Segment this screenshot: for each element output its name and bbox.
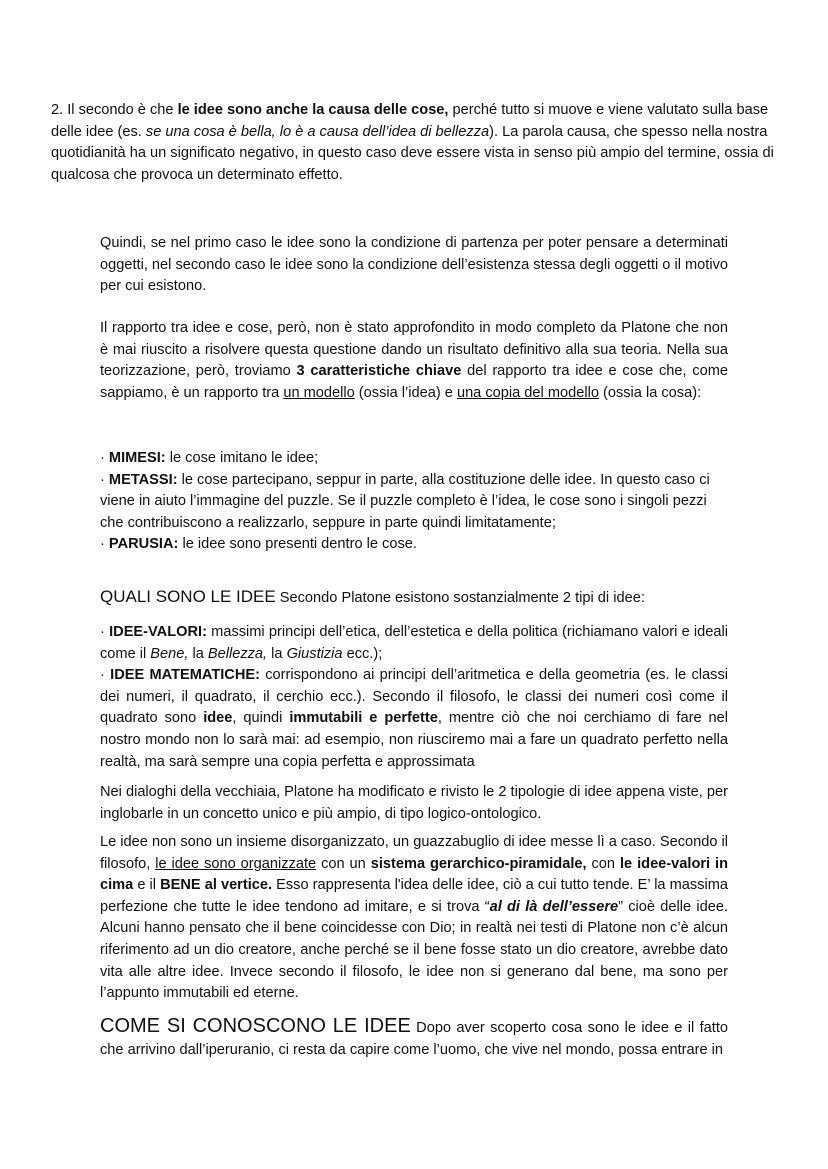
rapporto-text: del rapporto tra idee e cose che, come sappiamo, è un rapporto tra [100,363,728,401]
section-heading: COME SI CONOSCONO LE IDEE [100,1015,411,1037]
list-item-idee-valori [100,622,728,665]
bold-text: sistema gerarchico-piramidale, [370,855,587,872]
list-item-idee-matematiche [100,665,728,773]
bold-text: le idee-valori in cima [100,855,729,894]
rapporto-text: Il rapporto tra idee e cose, però, non è stato approfondito in modo completo da Platone che non è mai riuscito a risolvere questa questione dando un risultato definitivo alla sua teoria. Nella sua teorizzazione, però, troviamo [100,320,728,380]
text: con [586,855,620,872]
modello-underline: un modello [283,384,355,401]
definition: le idee sono presenti dentro le cose. [178,536,417,553]
bold-term: idee [203,710,233,727]
paragraph-rapporto [100,318,728,404]
text: con un [316,855,371,872]
bullet-marker: · [100,667,111,684]
definition: ecc.); [342,645,383,662]
bullet-marker: · [100,624,110,640]
paragraph-quindi: Quindi, se nel primo caso le idee sono la condizione di partenza per poter pensare a determinati oggetti, nel secondo caso le idee sono la condizione dell’esistenza stessa degli oggetti o il motivo per cui esistono. [100,235,728,295]
intro-lead: 2. Il secondo è che [51,102,178,118]
bold-term: immutabili e perfette [289,710,438,727]
section-come [100,1016,728,1061]
section-intro: Secondo Platone esistono sostanzialmente 2 tipi di idee: [275,590,645,606]
definition: la [267,645,287,662]
idea-types-list [100,622,728,773]
underlined-text: le idee sono organizzate [155,855,317,872]
term: METASSI: [108,471,178,488]
text: e il [133,877,161,894]
term: PARUSIA: [108,536,179,553]
list-item [100,470,728,535]
section-quali [100,586,728,610]
term: IDEE MATEMATICHE: [110,667,260,684]
key-characteristics: 3 caratteristiche chiave [296,363,462,380]
copia-underline: una copia del modello [456,384,599,401]
text: Le idee non sono un insieme disorganizzato, un guazzabuglio di idee messe lì a caso. Secondo il filosofo, [100,834,728,872]
bullet-marker: · [100,450,109,466]
paragraph-dialoghi: Nei dialoghi della vecchiaia, Platone ha modificato e rivisto le 2 tipologie di idee appena viste, per inglobarle in un concetto unico e più ampio, di tipo logico-ontologico. [100,784,728,822]
bullet-marker: · [100,536,109,553]
definition: corrispondono ai principi dell’aritmetica e della geometria (es. le classi dei numeri, il quadrato, il cerchio ecc.). Secondo il filosofo, le classi dei numeri così come il quadrato sono [100,667,728,727]
text: Esso rappresenta l'idea delle idee, ciò a cui tutto tende. E’ la massima perfezione che tutte le idee tendono ad imitare, e si trova “ [100,877,729,915]
definition: , mentre ciò che noi cerchiamo di fare nel nostro mondo non lo sarà mai: ad esempio, non riusciremo mai a fare un quadrato perfetto nella realtà, ma sarà sempre una copia perfetta e approssimata [100,710,728,770]
rapporto-text: (ossia l’idea) e [354,384,457,401]
definition: massimi principi dell’etica, dell’estetica e della politica (richiamano valori e ideali come il [100,624,728,662]
bullet-marker: · [100,471,109,488]
intro-bold: le idee sono anche la causa delle cose, [177,102,449,118]
text: ” cioè delle idee. Alcuni hanno pensato che il bene coincidesse con Dio; in realtà nei testi di Platone non c’è alcun riferimento ad un dio creatore, anche perché se il bene fosse stato un dio creatore, avrebbe dato vita alle altre idee. Invece secondo il filosofo, le idee non si generano dal bene, ma sono per l’appunto immutabili ed eterne. [100,898,728,1002]
intro-text-end: ). La parola causa, che spesso nella nostra quotidianità ha un significato negativo, in questo caso deve essere vista in senso più ampio del termine, ossia di qualcosa che provoca un determinato effetto. [51,123,774,183]
paragraph-gerarchia [100,832,728,1005]
italic-term: Giustizia [286,645,343,662]
characteristics-list [100,448,728,556]
intro-text: perché tutto si muove e viene valutato sulla base delle idee (es. [51,102,769,140]
term: MIMESI: [108,450,166,466]
definition: la [188,645,208,662]
bold-text: BENE al vertice. [160,877,273,894]
list-item [100,534,728,556]
bold-italic-text: al di là dell’essere [489,898,619,915]
section-intro: Dopo aver scoperto cosa sono le idee e il fatto che arrivino dall’iperuranio, ci resta da capire come l’uomo, che vive nel mondo, possa entrare in [100,1020,729,1058]
definition: le cose imitano le idee; [165,450,319,466]
term: IDEE-VALORI: [109,624,207,640]
definition: le cose partecipano, seppur in parte, alla costituzione delle idee. In questo caso ci viene in aiuto l’immagine del puzzle. Se il puzzle completo è l’idea, le cose sono i singoli pezzi che contribuiscono a realizzarlo, seppure in parte quindi limitatamente; [100,471,710,531]
rapporto-text: (ossia la cosa): [598,384,702,401]
section-heading: QUALI SONO LE IDEE [100,587,276,606]
definition: , quindi [232,710,290,727]
intro-example: se una cosa è bella, lo è a causa dell’idea di bellezza [145,123,490,140]
italic-term: Bellezza, [207,645,268,662]
italic-term: Bene, [150,645,189,662]
intro-paragraph [51,100,791,186]
list-item [100,448,728,470]
